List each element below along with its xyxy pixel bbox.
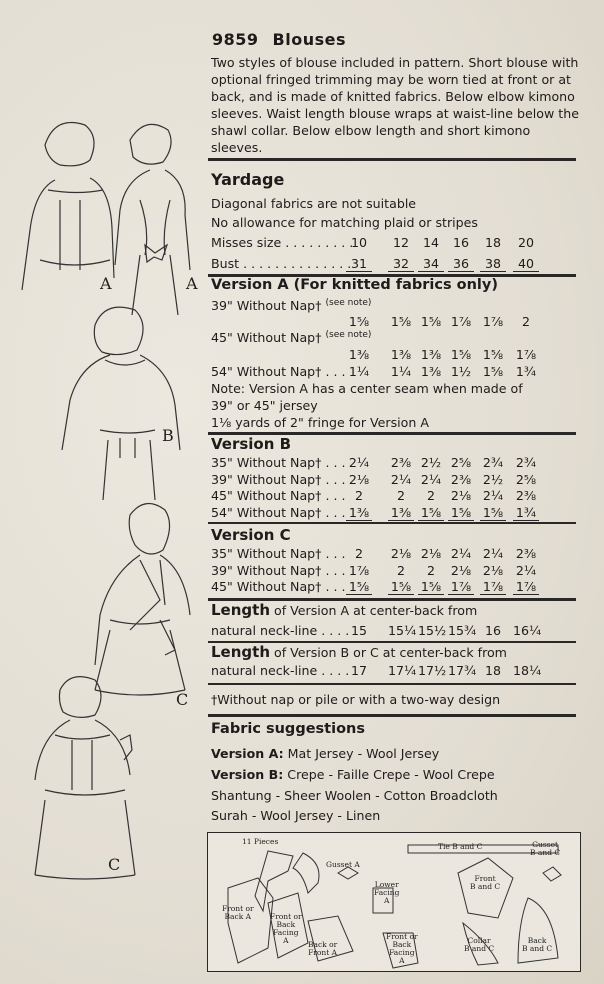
value-cell: 1⅝	[482, 364, 504, 379]
value-cell: 2	[396, 488, 405, 503]
value-cell: 2⅝	[515, 471, 537, 487]
yardage-row	[211, 472, 579, 488]
version-a-39-row	[211, 314, 579, 330]
front-back-facing-piece: Front or Back Facing A	[270, 912, 302, 945]
value-cell: 17¼	[388, 663, 417, 678]
value-cell: 1⅜	[390, 347, 412, 362]
back-bc-piece: Back B and C	[522, 936, 553, 953]
value-cell: 1⅞	[513, 579, 539, 595]
value-cell: 1⅜	[420, 364, 442, 379]
value-cell: 2¾	[482, 455, 504, 470]
pattern-description: Two styles of blouse included in pattern. Short blouse with optional fringed trimming may be worn tied at front or at back, and is made of knitted fabrics. Below elbow kimono sleeves. Waist length blouse wraps at waist-line below the shawl collar. Below elbow length and short kimono sleeves.	[211, 55, 579, 155]
bust-row	[211, 256, 579, 272]
value-cell: 14	[422, 235, 440, 250]
length-a-row	[211, 623, 579, 639]
value-cell: 2½	[420, 455, 442, 470]
value-cell: 40	[513, 256, 539, 272]
value-cell: 38	[480, 256, 506, 272]
pattern-pieces-diagram	[207, 832, 581, 972]
value-cell: 2¼	[348, 455, 370, 470]
value-cell: 1¾	[515, 364, 537, 379]
length-a-line1: Length of Version A at center-back from	[211, 601, 478, 619]
version-c-heading: Version C	[211, 526, 291, 544]
value-cell: 1¼	[348, 364, 370, 379]
length-bc-row	[211, 663, 579, 679]
version-b-heading: Version B	[211, 435, 292, 453]
yardage-row-label: 39" Without Nap† . . .	[211, 562, 346, 578]
value-cell: 2⅛	[482, 562, 504, 578]
value-cell: 15¼	[388, 623, 417, 638]
value-cell: 15½	[418, 623, 447, 638]
back-front-a-piece: Back or Front A	[308, 940, 338, 957]
value-cell: 10	[350, 235, 368, 250]
misses-size-row	[211, 235, 579, 251]
value-cell: 1¾	[513, 505, 539, 521]
value-cell: 2⅜	[450, 471, 472, 487]
value-cell: 12	[392, 235, 410, 250]
value-cell: 2⅜	[390, 455, 412, 470]
nap-footnote: †Without nap or pile or with a two-way design	[211, 692, 501, 707]
version-a-39-label: 39" Without Nap† $^{(see note)}$	[211, 298, 372, 314]
value-cell: 2	[354, 488, 363, 503]
value-cell: 1⅜	[346, 505, 372, 521]
collar-piece: Collar B and C	[464, 936, 495, 953]
value-cell: 2¼	[482, 488, 504, 503]
lower-facing-piece: Lower Facing A	[374, 880, 400, 905]
yardage-row-label: 35" Without Nap† . . .	[211, 455, 346, 470]
value-cell: 1⅝	[480, 505, 506, 521]
value-cell: 2⅜	[515, 488, 537, 503]
front-bc-piece: Front B and C	[470, 874, 501, 891]
pattern-name: Blouses	[272, 30, 346, 49]
value-cell: 1⅜	[420, 347, 442, 362]
yardage-row-label: 54" Without Nap† . . .	[211, 504, 346, 520]
label-a-right: A	[186, 274, 198, 293]
pattern-number: 9859	[212, 30, 259, 49]
version-a-note-2: 39" or 45" jersey	[211, 398, 318, 413]
label-c-front: C	[176, 690, 189, 709]
value-cell: 2¼	[420, 471, 442, 487]
label-c-back: C	[108, 855, 121, 874]
value-cell: 1⅞	[348, 562, 370, 578]
value-cell: 18	[484, 663, 502, 678]
version-a-fringe: 1⅛ yards of 2" fringe for Version A	[211, 415, 429, 430]
length-a-label: natural neck-line . . . .	[211, 623, 350, 638]
value-cell: 17¾	[448, 663, 477, 678]
yardage-row-label: 45" Without Nap† . . .	[211, 579, 346, 594]
tie-piece: Tie B and C	[438, 842, 483, 851]
value-cell: 2⅝	[450, 455, 472, 470]
value-cell: 2¼	[450, 546, 472, 561]
yardage-row	[211, 455, 579, 471]
value-cell: 17	[350, 663, 368, 678]
yardage-heading: Yardage	[211, 170, 285, 189]
value-cell: 2½	[482, 471, 504, 487]
value-cell: 1⅝	[420, 314, 442, 329]
label-a-left: A	[100, 274, 112, 293]
value-cell: 1⅞	[450, 314, 472, 329]
value-cell: 16	[484, 623, 502, 638]
version-a-heading: Version A (For knitted fabrics only)	[211, 277, 498, 293]
value-cell: 1⅝	[418, 505, 444, 521]
see-note: (see note)	[325, 330, 372, 340]
bust-label: Bust . . . . . . . . . . . . . .	[211, 256, 352, 271]
yardage-row	[211, 579, 579, 595]
value-cell: 1¼	[390, 364, 412, 379]
value-cell: 2¼	[515, 562, 537, 578]
yardage-row-label: 35" Without Nap† . . .	[211, 546, 346, 561]
value-cell: 2¾	[515, 455, 537, 470]
value-cell: 17½	[418, 663, 447, 678]
gusset-a-piece: Gusset A	[326, 860, 360, 869]
yardage-row	[211, 505, 579, 521]
value-cell: 2	[426, 488, 435, 503]
value-cell: 1⅜	[348, 347, 370, 362]
illustrations	[0, 0, 204, 984]
value-cell: 15¾	[448, 623, 477, 638]
value-cell: 2	[354, 546, 363, 561]
value-cell: 1⅝	[390, 314, 412, 329]
yardage-row	[211, 563, 579, 579]
version-a-54-row	[211, 364, 579, 380]
divider	[208, 683, 576, 685]
divider	[208, 522, 576, 524]
yardage-row-label: 45" Without Nap† . . .	[211, 488, 346, 503]
fabric-version-b-line2: Shantung - Sheer Woolen - Cotton Broadcloth	[211, 788, 498, 803]
value-cell: 18	[484, 235, 502, 250]
version-a-45-row	[211, 347, 579, 363]
value-cell: 1⅝	[448, 505, 474, 521]
front-back-a-piece: Front or Back A	[222, 904, 254, 921]
value-cell: 36	[448, 256, 474, 272]
fabric-version-b: Version B: Crepe - Faille Crepe - Wool Crepe	[211, 767, 495, 782]
value-cell: 1⅝	[348, 314, 370, 329]
value-cell: 1⅝	[418, 579, 444, 595]
value-cell: 1⅞	[480, 579, 506, 595]
value-cell: 1⅝	[482, 347, 504, 362]
length-bc-label: natural neck-line . . . .	[211, 663, 350, 678]
label-b: B	[162, 426, 174, 445]
see-note: (see note)	[325, 298, 372, 308]
yardage-note-plaid: No allowance for matching plaid or stripes	[211, 215, 478, 230]
value-cell: 2	[426, 562, 435, 578]
blouse-sketches	[0, 0, 204, 984]
value-cell: 32	[388, 256, 414, 272]
gusset-bc-piece: Gusset B and C	[530, 840, 561, 857]
value-cell: 16	[452, 235, 470, 250]
value-cell: 16¼	[513, 623, 542, 638]
value-cell: 2⅛	[420, 546, 442, 561]
value-cell: 1⅝	[388, 579, 414, 595]
value-cell: 31	[346, 256, 372, 272]
value-cell: 1⅝	[346, 579, 372, 595]
value-cell: 18¼	[513, 663, 542, 678]
value-cell: 2¼	[390, 471, 412, 487]
fabric-version-a: Version A: Mat Jersey - Wool Jersey	[211, 746, 440, 761]
value-cell: 1⅞	[448, 579, 474, 595]
value-cell: 2¼	[482, 546, 504, 561]
yardage-row	[211, 546, 579, 562]
version-a-54-label: 54" Without Nap† . . .	[211, 364, 346, 379]
value-cell: 2⅜	[515, 546, 537, 561]
version-a-45-label: 45" Without Nap† $^{(see note)}$	[211, 330, 372, 346]
value-cell: 2	[396, 562, 405, 578]
value-cell: 2⅛	[348, 471, 370, 487]
value-cell: 1⅞	[482, 314, 504, 329]
value-cell: 1½	[450, 364, 472, 379]
pieces-count: 11 Pieces	[242, 837, 279, 846]
version-a-note: Note: Version A has a center seam when made of	[211, 381, 523, 396]
value-cell: 1⅜	[388, 505, 414, 521]
value-cell: 34	[418, 256, 444, 272]
pattern-title	[212, 30, 346, 49]
value-cell: 20	[517, 235, 535, 250]
front-back-facing-2-piece: Front or Back Facing A	[386, 932, 418, 965]
value-cell: 15	[350, 623, 368, 638]
divider	[208, 158, 576, 161]
divider	[208, 714, 576, 717]
value-cell: 2⅛	[450, 488, 472, 503]
misses-size-label: Misses size . . . . . . . . .	[211, 235, 354, 250]
length-bc-line1: Length of Version B or C at center-back from	[211, 643, 507, 661]
value-cell: 1⅞	[515, 347, 537, 362]
value-cell: 2	[521, 314, 530, 329]
value-cell: 2⅛	[450, 562, 472, 578]
yardage-note-diagonal: Diagonal fabrics are not suitable	[211, 196, 417, 211]
yardage-row-label: 39" Without Nap† . . .	[211, 471, 346, 487]
value-cell: 2⅛	[390, 546, 412, 561]
fabric-version-b-line3: Surah - Wool Jersey - Linen	[211, 808, 381, 823]
yardage-row	[211, 488, 579, 504]
fabric-heading: Fabric suggestions	[211, 721, 365, 737]
value-cell: 1⅝	[450, 347, 472, 362]
